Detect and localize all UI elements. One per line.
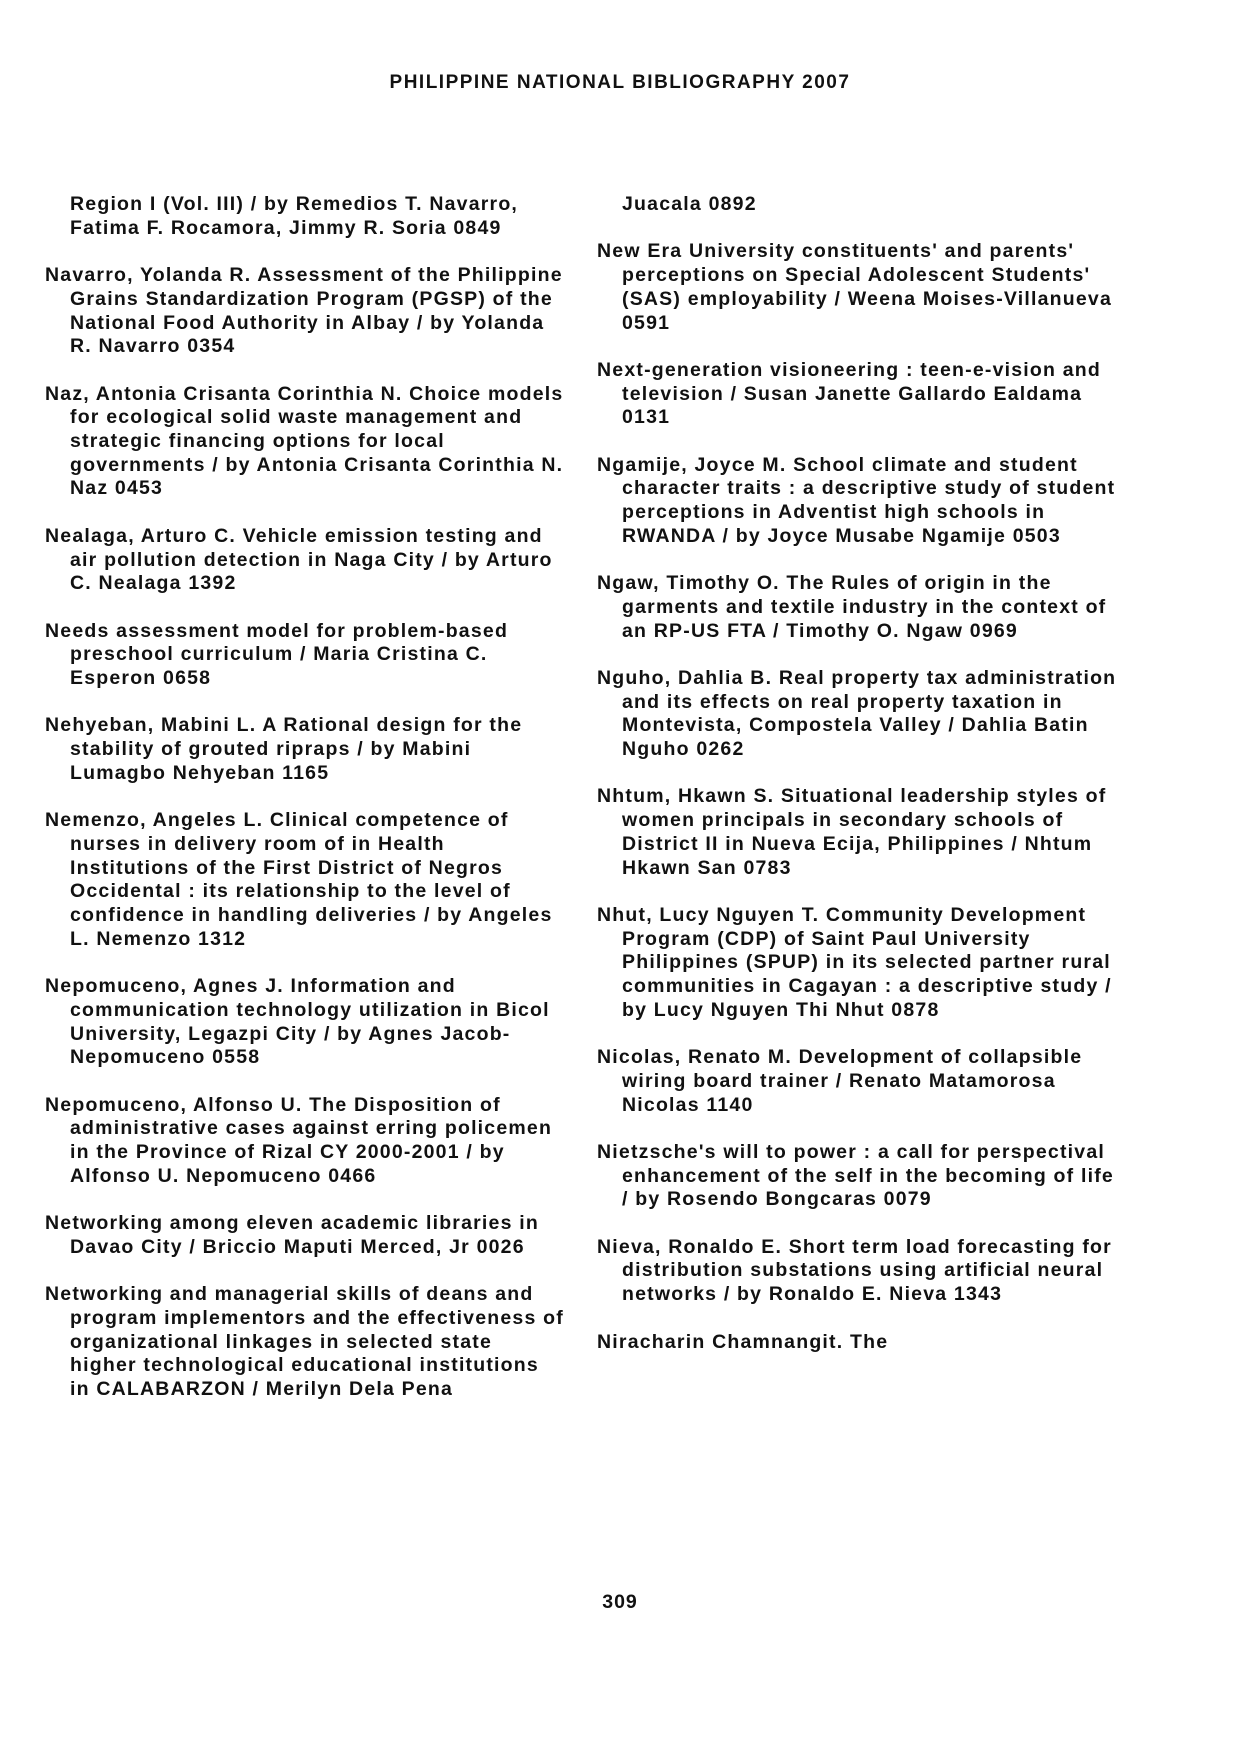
bibliography-entry: Nicolas, Renato M. Development of collapsible wiring board trainer / Renato Matamorosa Nicolas 1140 <box>597 1046 1083 1116</box>
bibliography-entry: Nhtum, Hkawn S. Situational leadership styles of women principals in secondary schools of District II in Nueva Ecija, Philippines / Nhtum Hkawn San 0783 <box>597 785 1107 879</box>
page-number: 309 <box>602 1591 638 1613</box>
bibliography-entry: Ngaw, Timothy O. The Rules of origin in the garments and textile industry in the context of an RP-US FTA / Timothy O. Ngaw 0969 <box>597 572 1107 642</box>
bibliography-entry: Ngamije, Joyce M. School climate and student character traits : a descriptive study of student perceptions in Adventist high schools in RWANDA / by Joyce Musabe Ngamije 0503 <box>597 453 1116 547</box>
bibliography-entry: Juacala 0892 <box>622 193 757 215</box>
bibliography-entry: Needs assessment model for problem-based preschool curriculum / Maria Cristina C. Esperon 0658 <box>45 619 509 689</box>
page-header-title: PHILIPPINE NATIONAL BIBLIOGRAPHY 2007 <box>389 72 851 93</box>
bibliography-entry: Nguho, Dahlia B. Real property tax administration and its effects on real property taxation in Montevista, Compostela Valley / Dahlia Batin Nguho 0262 <box>597 666 1117 761</box>
bibliography-entry: Nietzsche's will to power : a call for perspectival enhancement of the self in the becoming of life / by Rosendo Bongcaras 0079 <box>597 1140 1114 1211</box>
bibliography-entry: Nehyeban, Mabini L. A Rational design for the stability of grouted ripraps / by Mabini Lumagbo Nehyeban 1165 <box>45 714 523 784</box>
bibliography-entry: Nepomuceno, Alfonso U. The Disposition of administrative cases against erring policemen in the Province of Rizal CY 2000-2001 / by Alfonso U. Nepomuceno 0466 <box>45 1093 553 1187</box>
bibliography-entry: Nhut, Lucy Nguyen T. Community Development Program (CDP) of Saint Paul University Philippines (SPUP) in its selected partner rural communities in Cagayan : a descriptive study / by Lucy Nguyen Thi Nhut 0878 <box>597 903 1112 1021</box>
bibliography-entry: Nepomuceno, Agnes J. Information and communication technology utilization in Bicol University, Legazpi City / by Agnes Jacob-Nepomuceno 0558 <box>45 975 550 1069</box>
bibliography-entry: Navarro, Yolanda R. Assessment of the Philippine Grains Standardization Program (PGSP) of the National Food Authority in Albay / by Yolanda R. Navarro 0354 <box>45 264 563 358</box>
bibliography-entry: New Era University constituents' and parents' perceptions on Special Adolescent Students' (SAS) employability / Weena Moises-Villanueva 0591 <box>597 240 1112 334</box>
right-column <box>597 193 1127 1378</box>
bibliography-entry: Region I (Vol. III) / by Remedios T. Navarro, Fatima F. Rocamora, Jimmy R. Soria 0849 <box>70 193 519 239</box>
bibliography-entry: Next-generation visioneering : teen-e-vision and television / Susan Janette Gallardo Ealdama 0131 <box>597 358 1102 429</box>
left-column <box>45 193 565 1425</box>
bibliography-entry: Nealaga, Arturo C. Vehicle emission testing and air pollution detection in Naga City / by Arturo C. Nealaga 1392 <box>45 524 553 595</box>
bibliography-entry: Nieva, Ronaldo E. Short term load forecasting for distribution substations using artificial neural networks / by Ronaldo E. Nieva 1343 <box>597 1235 1112 1306</box>
bibliography-entry: Niracharin Chamnangit. The <box>597 1330 889 1353</box>
bibliography-entry: Networking and managerial skills of deans and program implementors and the effectiveness of organizational linkages in selected state higher technological educational institutions in CALABARZON / Merilyn Dela Pena <box>45 1283 564 1400</box>
bibliography-entry: Nemenzo, Angeles L. Clinical competence of nurses in delivery room of in Health Institutions of the First District of Negros Occidental : its relationship to the level of confidence in handling deliveries / by Angeles L. Nemenzo 1312 <box>45 809 553 950</box>
bibliography-entry: Naz, Antonia Crisanta Corinthia N. Choice models for ecological solid waste management and strategic financing options for local governments / by Antonia Crisanta Corinthia N. Naz 0453 <box>45 382 564 500</box>
bibliography-entry: Networking among eleven academic libraries in Davao City / Briccio Maputi Merced, Jr 0026 <box>45 1212 539 1258</box>
